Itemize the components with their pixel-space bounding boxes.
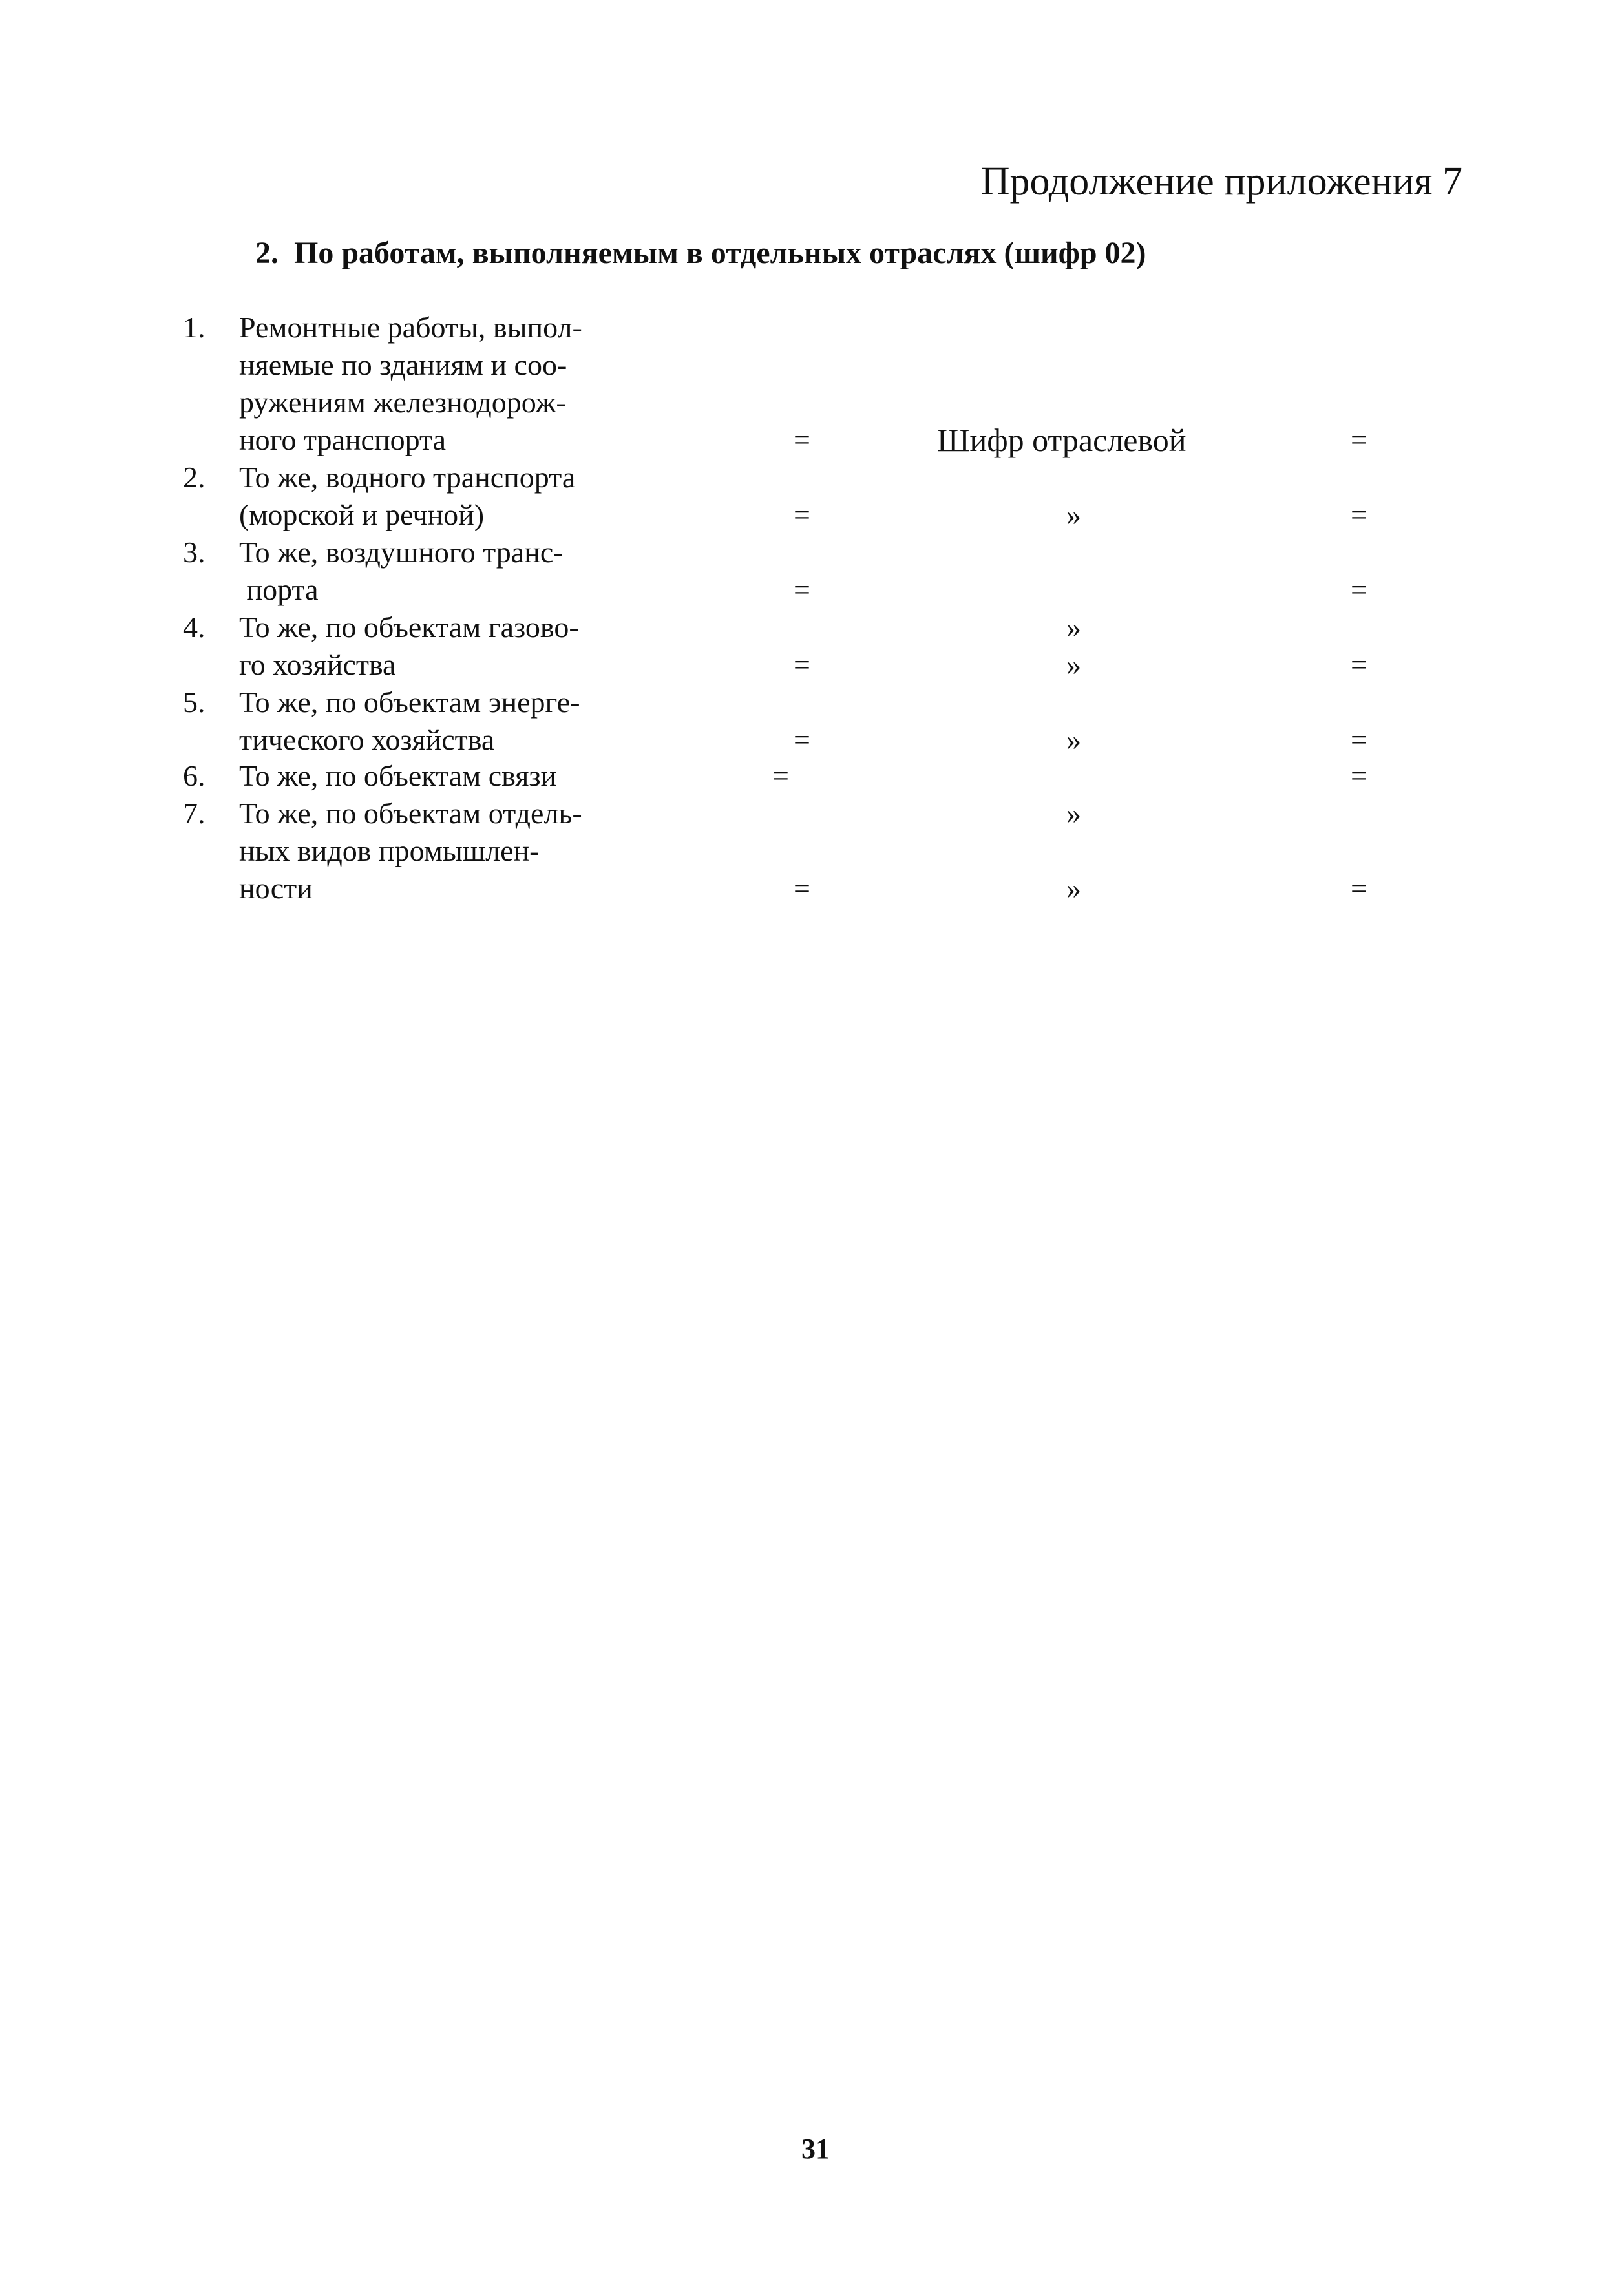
ditto-quote: » bbox=[1066, 611, 1081, 644]
ditto-mark-a: = bbox=[772, 759, 789, 792]
code-label: Шифр отраслевой bbox=[937, 422, 1186, 458]
item-text-line: порта bbox=[239, 573, 319, 606]
item-number: 5. bbox=[183, 686, 206, 719]
ditto-mark-b: = bbox=[1351, 759, 1367, 792]
page-number: 31 bbox=[801, 2133, 830, 2165]
item-text-line: ружениям железнодорож- bbox=[239, 386, 566, 419]
ditto-quote: » bbox=[1066, 797, 1081, 830]
item-text-line: То же, по объектам газово- bbox=[239, 611, 579, 644]
ditto-mark-b: = bbox=[1351, 723, 1367, 756]
ditto-quote: » bbox=[1066, 648, 1081, 681]
appendix-continuation-heading: Продолжение приложения 7 bbox=[980, 160, 1462, 204]
item-number: 4. bbox=[183, 611, 206, 644]
section-heading bbox=[255, 235, 1146, 271]
ditto-mark-b: = bbox=[1351, 498, 1367, 531]
item-text-line: ного транспорта bbox=[239, 423, 447, 456]
ditto-mark-b: = bbox=[1351, 573, 1367, 606]
item-text-line: няемые по зданиям и соо- bbox=[239, 348, 567, 381]
item-text-line: тического хозяйства bbox=[239, 723, 495, 756]
item-text-line: го хозяйства bbox=[239, 648, 396, 681]
ditto-mark-a: = bbox=[794, 648, 810, 681]
ditto-mark-a: = bbox=[794, 498, 810, 531]
item-number: 3. bbox=[183, 536, 206, 569]
ditto-mark-b: = bbox=[1351, 423, 1367, 456]
item-number: 6. bbox=[183, 759, 206, 792]
ditto-mark-a: = bbox=[794, 573, 810, 606]
item-text-line: Ремонтные работы, выпол- bbox=[239, 311, 582, 344]
ditto-mark-b: = bbox=[1351, 648, 1367, 681]
ditto-quote: » bbox=[1066, 723, 1081, 756]
item-text-line: ных видов промышлен- bbox=[239, 834, 540, 867]
ditto-mark-a: = bbox=[794, 423, 810, 456]
item-text-line: То же, водного транспорта bbox=[239, 461, 576, 494]
ditto-quote: » bbox=[1066, 872, 1081, 905]
item-text-line: ности bbox=[239, 872, 313, 905]
section-title-text: По работам, выполняемым в отдельных отраслях (шифр 02) bbox=[294, 236, 1146, 270]
item-number: 7. bbox=[183, 797, 206, 830]
item-text-line: То же, по объектам связи bbox=[239, 759, 557, 792]
item-text-line: То же, по объектам энерге- bbox=[239, 686, 580, 719]
ditto-quote: » bbox=[1066, 498, 1081, 531]
ditto-mark-a: = bbox=[794, 723, 810, 756]
ditto-mark-b: = bbox=[1351, 872, 1367, 905]
item-text-line: То же, по объектам отдель- bbox=[239, 797, 582, 830]
item-text-line: (морской и речной) bbox=[239, 498, 485, 531]
item-number: 2. bbox=[183, 461, 206, 494]
item-number: 1. bbox=[183, 311, 206, 344]
item-text-line: То же, воздушного транс- bbox=[239, 536, 564, 569]
ditto-mark-a: = bbox=[794, 872, 810, 905]
section-number: 2. bbox=[255, 236, 279, 270]
